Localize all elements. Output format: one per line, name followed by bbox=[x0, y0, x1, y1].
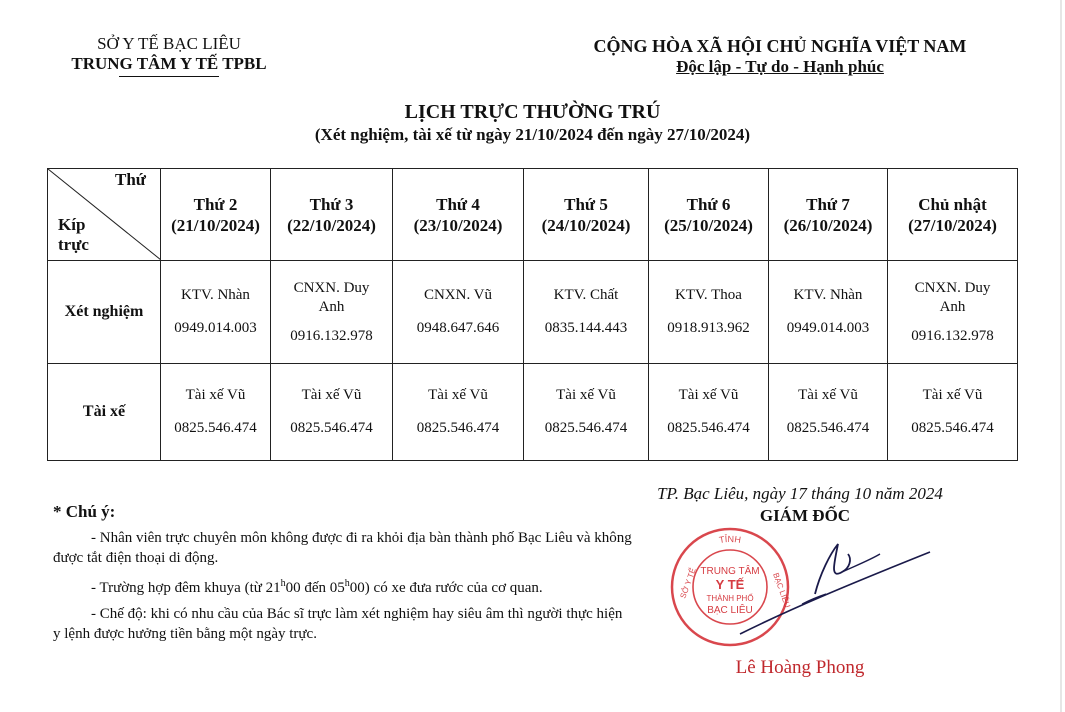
day-date: (24/10/2024) bbox=[541, 215, 631, 235]
stamp-ring-top: TỈNH bbox=[718, 533, 742, 546]
national-header bbox=[555, 35, 1005, 77]
staff-name: KTV. Thoa bbox=[675, 287, 742, 303]
staff-name: Tài xế Vũ bbox=[428, 387, 488, 403]
note-text: 00) có xe đưa rước của cơ quan. bbox=[349, 580, 543, 596]
day-name: Thứ 4 bbox=[436, 194, 480, 214]
title-main: LỊCH TRỰC THƯỜNG TRÚ bbox=[404, 101, 661, 123]
signer-name: Lê Hoàng Phong bbox=[735, 657, 865, 678]
staff-phone: 0825.546.474 bbox=[416, 420, 500, 436]
header-row bbox=[48, 169, 1018, 261]
duty-cell bbox=[888, 364, 1018, 461]
corner-cell bbox=[48, 169, 161, 261]
country-title: CỘNG HÒA XÃ HỘI CHỦ NGHĨA VIỆT NAM bbox=[593, 36, 967, 56]
day-name: Thứ 5 bbox=[564, 194, 608, 214]
staff-phone: 0825.546.474 bbox=[544, 420, 628, 436]
day-header bbox=[769, 169, 888, 261]
note-item: - Nhân viên trực chuyên môn không được đi ra khỏi địa bàn thành phố Bạc Liêu và không được tắt điện thoại di động. bbox=[53, 530, 632, 566]
duty-cell bbox=[888, 261, 1018, 364]
handwritten-signature-icon bbox=[730, 514, 960, 644]
note-text: 00 đến 05 bbox=[285, 580, 345, 596]
day-name: Thứ 7 bbox=[806, 194, 850, 214]
staff-name: CNXN. Duy Anh bbox=[293, 279, 370, 315]
staff-name: KTV. Nhàn bbox=[793, 287, 863, 303]
duty-cell bbox=[649, 364, 769, 461]
staff-phone: 0949.014.003 bbox=[786, 320, 870, 336]
duty-cell bbox=[649, 261, 769, 364]
page-edge bbox=[1060, 0, 1062, 712]
day-header bbox=[393, 169, 524, 261]
duty-cell bbox=[271, 261, 393, 364]
table-row bbox=[48, 364, 1018, 461]
day-header bbox=[524, 169, 649, 261]
staff-name: CNXN. Vũ bbox=[423, 287, 493, 303]
note-sup: h bbox=[280, 578, 286, 589]
stamp-ring-left: SỞ Y TẾ bbox=[678, 566, 698, 600]
staff-name: KTV. Chất bbox=[553, 287, 619, 303]
notes-heading: * Chú ý: bbox=[53, 502, 116, 521]
duty-cell bbox=[161, 261, 271, 364]
note-sup: h bbox=[344, 578, 350, 589]
staff-name: Tài xế Vũ bbox=[922, 387, 983, 403]
notes-section bbox=[53, 502, 633, 650]
staff-phone: 0825.546.474 bbox=[911, 420, 994, 436]
document-title bbox=[0, 100, 1065, 146]
corner-shift-label-2: trực bbox=[58, 235, 89, 254]
duty-cell bbox=[769, 364, 888, 461]
issuer-header bbox=[40, 34, 298, 77]
row-label: Xét nghiệm bbox=[48, 261, 161, 364]
staff-phone: 0949.014.003 bbox=[174, 320, 257, 336]
stamp-line-4: BẠC LIÊU bbox=[707, 605, 753, 616]
day-header bbox=[161, 169, 271, 261]
day-date: (22/10/2024) bbox=[287, 215, 376, 235]
signer-role: GIÁM ĐỐC bbox=[759, 506, 851, 525]
day-date: (25/10/2024) bbox=[664, 215, 753, 235]
duty-schedule-table bbox=[47, 168, 1018, 461]
day-date: (23/10/2024) bbox=[413, 215, 503, 235]
staff-phone: 0916.132.978 bbox=[290, 327, 373, 344]
duty-cell bbox=[524, 364, 649, 461]
staff-name: Tài xế Vũ bbox=[185, 387, 246, 403]
stamp-line-1: TRUNG TÂM bbox=[700, 566, 760, 577]
staff-phone: 0825.546.474 bbox=[290, 420, 373, 436]
title-subtitle: (Xét nghiệm, tài xế từ ngày 21/10/2024 đến ngày 27/10/2024) bbox=[314, 125, 751, 144]
staff-phone: 0825.546.474 bbox=[786, 420, 870, 436]
staff-name: Tài xế Vũ bbox=[678, 387, 739, 403]
day-date: (26/10/2024) bbox=[783, 215, 873, 235]
day-name: Chủ nhật bbox=[918, 194, 987, 214]
staff-name: Tài xế Vũ bbox=[556, 387, 616, 403]
day-date: (27/10/2024) bbox=[908, 215, 997, 235]
day-name: Thứ 3 bbox=[309, 194, 354, 214]
day-header bbox=[649, 169, 769, 261]
note-text: - Trường hợp đêm khuya (từ 21 bbox=[91, 580, 281, 596]
duty-cell bbox=[271, 364, 393, 461]
staff-phone: 0825.546.474 bbox=[667, 420, 750, 436]
stamp-line-2: Y TẾ bbox=[715, 577, 745, 592]
duty-cell bbox=[393, 261, 524, 364]
note-item bbox=[53, 574, 633, 598]
day-header bbox=[888, 169, 1018, 261]
day-name: Thứ 6 bbox=[686, 194, 731, 214]
header-underline bbox=[119, 76, 219, 77]
signature-block bbox=[600, 484, 1000, 694]
staff-name: CNXN. Duy Anh bbox=[914, 279, 991, 315]
staff-phone: 0825.546.474 bbox=[174, 420, 257, 436]
department-name: SỞ Y TẾ BẠC LIÊU bbox=[97, 34, 241, 53]
place-date: TP. Bạc Liêu, ngày 17 tháng 10 năm 2024 bbox=[657, 484, 943, 503]
staff-phone: 0948.647.646 bbox=[416, 320, 500, 336]
staff-name: KTV. Nhàn bbox=[181, 287, 250, 303]
stamp-ring-right: BẠC LIÊU bbox=[771, 571, 793, 609]
note-item: - Chế độ: khi có nhu cầu của Bác sĩ trực làm xét nghiệm hay siêu âm thì người thực hiện y lệnh được hưởng tiền bằng một ngày trực. bbox=[53, 606, 623, 642]
corner-day-label: Thứ bbox=[115, 170, 146, 189]
duty-cell bbox=[161, 364, 271, 461]
staff-name: Tài xế Vũ bbox=[798, 387, 858, 403]
corner-shift-label bbox=[58, 215, 89, 255]
staff-name: Tài xế Vũ bbox=[301, 387, 362, 403]
staff-phone: 0918.913.962 bbox=[667, 320, 750, 336]
corner-shift-label-1: Kíp bbox=[58, 215, 86, 234]
stamp-line-3: THÀNH PHỐ bbox=[706, 594, 754, 603]
day-date: (21/10/2024) bbox=[171, 215, 260, 235]
staff-phone: 0835.144.443 bbox=[544, 320, 628, 336]
center-name: TRUNG TÂM Y TẾ TPBL bbox=[71, 54, 267, 73]
day-name: Thứ 2 bbox=[193, 194, 238, 214]
table-row bbox=[48, 261, 1018, 364]
duty-cell bbox=[393, 364, 524, 461]
duty-cell bbox=[769, 261, 888, 364]
country-motto: Độc lập - Tự do - Hạnh phúc bbox=[676, 57, 884, 76]
day-header bbox=[271, 169, 393, 261]
staff-phone: 0916.132.978 bbox=[911, 327, 994, 344]
duty-cell bbox=[524, 261, 649, 364]
row-label: Tài xế bbox=[48, 364, 161, 461]
